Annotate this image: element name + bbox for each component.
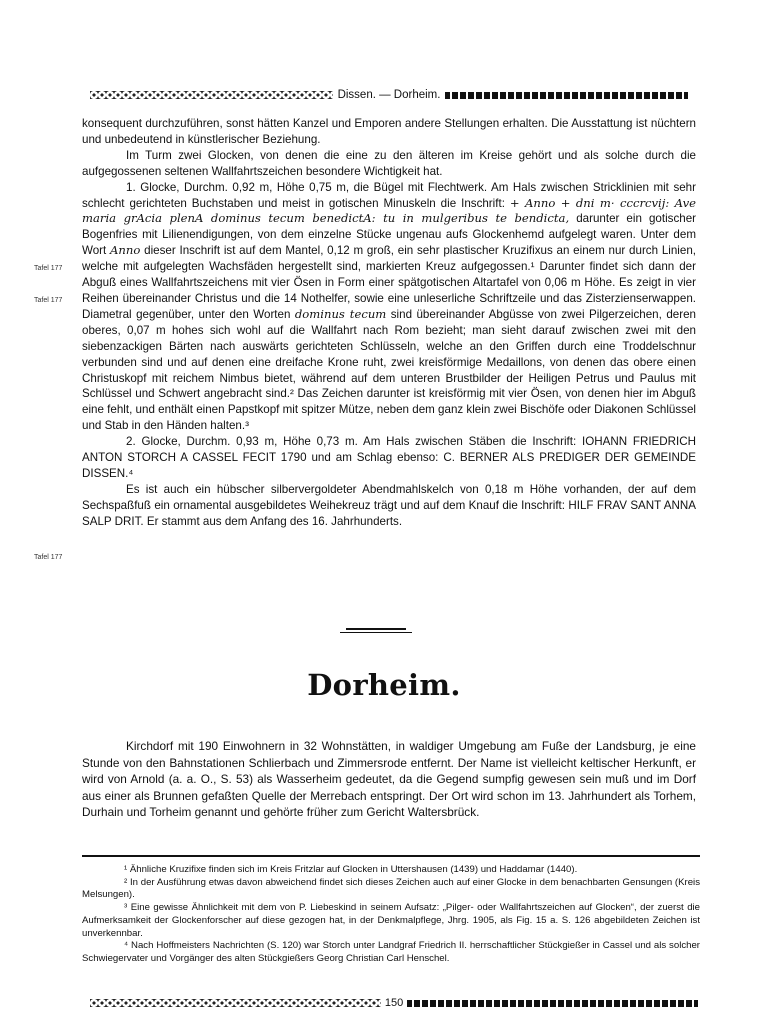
first-bell-text-b: darunter ein gotischer Bogenfries mit Lilienendigungen, von dem einzelne Stücke ungenau aufs Glockenhemd aufgelegt waren. Unter dem Wort (82, 212, 697, 258)
margin-note-tafel-3: Tafel 177 (34, 554, 63, 561)
footnote-rule (82, 855, 700, 857)
section-divider (346, 628, 406, 630)
paragraph-church-interior: konsequent durchzuführen, sonst hätten Kanzel und Emporen andere Stellungen erhalten. Die Ausstattung ist nüchtern und unbedeutend in künstlerischer Beziehung. (82, 117, 696, 146)
margin-note-tafel-2: Tafel 177 (34, 297, 63, 304)
main-text (82, 116, 696, 530)
footnotes (82, 864, 700, 966)
footer-ornament-left (90, 999, 381, 1007)
footer-ornament-right (407, 1000, 698, 1007)
section-text (82, 738, 696, 821)
inscription-word-anno: Anno (110, 243, 141, 258)
page-number: 150 (384, 997, 404, 1009)
inscription-words-dominus-tecum: dominus tecum (294, 306, 387, 321)
footnote-1: ¹ Ähnliche Kruzifixe finden sich im Kreis Fritzlar auf Glocken in Uttershausen (1439) und Haddamar (1440). (124, 864, 578, 875)
footnote-4: ⁴ Nach Hoffmeisters Nachrichten (S. 120) war Storch unter Landgraf Friedrich II. herrschaftlicher Stückgießer in Cassel und als solcher Schwiegervater und Vorgänger des alten Stückgießers Georg Christian Carl Henschel. (82, 940, 700, 964)
running-footer (90, 996, 698, 1010)
running-header (90, 86, 688, 104)
paragraph-chalice: Es ist auch ein hübscher silbervergoldeter Abendmahlskelch von 0,18 m Höhe vorhanden, der auf dem Sechspaßfuß ein ornamental ausgebildetes Weihekreuz trägt und auf dem Knauf die Inschrift: HILF FRAV SANT ANNA SALP DRIT. Er stammt aus dem Anfang des 16. Jahrhunderts. (82, 482, 696, 528)
footnote-3: ³ Eine gewisse Ähnlichkeit mit dem von P. Liebeskind in seinem Aufsatz: „Pilger- oder Wallfahrtszeichen auf Glocken“, der zuerst die Aufmerksamkeit der Glockenforscher auf diese gezogen hat, in der Denkmalpflege, Jhrg. 1905, als Fig. 15 a. S. 126 abgebildeten Zeichen ist unverkennbar. (82, 902, 700, 939)
paragraph-bells-intro: Im Turm zwei Glocken, von denen die eine zu den älteren im Kreise gehört und als solche durch die aufgegossenen seltenen Wallfahrtszeichen besondere Wichtigkeit hat. (82, 148, 696, 178)
paragraph-dorheim-description: Kirchdorf mit 190 Einwohnern in 32 Wohnstätten, in waldiger Umgebung am Fuße der Landsburg, je eine Stunde von den Bahnstationen Schlierbach und Zimmersrode entfernt. Der Name ist vielleicht keltischer Herkunft, er wird von Arnold (a. a. O., S. 53) als Wasserheim gedeutet, da die Gegend sumpfig gewesen sein muß und im Dorf aus einer als Brunnen gefaßten Quelle der Merrebach entspringt. Der Ort wird schon im 13. Jahrhundert als Torhem, Durhain und Torheim genannt und gehörte früher zum Gericht Waltersbrück. (82, 739, 696, 820)
first-bell-text-c: dieser Inschrift ist auf dem Mantel, 0,12 m groß, ein sehr plastischer Kruzifixus an einem nur durch Linien, welche mit aufgelegten Wachsfäden hergestellt sind, markierten Kreuz aufgegossen.¹ Darunter findet sich dann der Abguß eines Wallfahrtszeichens mit vier Ösen in Form einer spätgotischen Altartafel von 0,06 m Höhe. Es zeigt in vier Reihen übereinander Christus und die 14 Nothelfer, sowie eine unleserliche Schriftzeile und das Zisterzienserwappen. Diametral gegenüber, unter den Worten (82, 244, 696, 321)
margin-note-tafel-1: Tafel 177 (34, 265, 63, 272)
header-ornament-right (445, 92, 688, 99)
section-divider-thin (340, 632, 412, 633)
first-bell-text-a: 1. Glocke, Durchm. 0,92 m, Höhe 0,75 m, die Bügel mit Flechtwerk. Am Hals zwischen Stricklinien mit sehr schlecht gerichteten Buchstaben und meist in gotischen Minuskeln die Inschrift: (82, 180, 696, 210)
footnote-2: ² In der Ausführung etwas davon abweichend findet sich dieses Zeichen auch auf einer Glocke in dem benachbarten Gensungen (Kreis Melsungen). (82, 876, 700, 901)
bell-inscription: + Anno + dni m· cccrcvij: Ave maria grAcia plenA dominus tecum benedictA: tu in mulgeribus te bendicta, (82, 195, 696, 226)
paragraph-second-bell: 2. Glocke, Durchm. 0,93 m, Höhe 0,73 m. Am Hals zwischen Stäben die Inschrift: IOHANN FRIEDRICH ANTON STORCH A CASSEL FECIT 1790 und am Schlag ebenso: C. BERNER ALS PREDIGER DER GEMEINDE DISSEN.⁴ (82, 435, 696, 480)
header-ornament-left (90, 91, 333, 99)
header-title: Dissen. — Dorheim. (337, 89, 441, 101)
first-bell-text-d: sind übereinander Abgüsse von zwei Pilgerzeichen, deren oberes, 0,07 m hohes sich wohl auf die Wallfahrt nach Rom bezieht; man sieht darauf zwischen zwei mit den siebenzackigen Bärten nach auswärts gerichteten Schlüsseln, welche an den Griffen durch eine Troddelschnur verbunden sind und auf denen eine dreifache Krone ruht, zwei kreisförmige Medaillons, von denen das obere einen Christuskopf mit reichem Nimbus bietet, während auf dem unteren Brustbilder der Heiligen Petrus und Paulus mit Schlüssel und Schwert angebracht sind.² Das Zeichen darunter ist kreisförmig mit vier Ösen, von denen hier im Abguß eine fehlt, und enthält einen Papstkopf mit spitzer Mütze, neben dem ganz klein zwei Bischöfe oder Diakonen Schlüssel und Stab in den Händen halten.³ (82, 307, 696, 433)
section-title: Dorheim. (307, 668, 461, 702)
paragraph-first-bell (82, 180, 696, 435)
